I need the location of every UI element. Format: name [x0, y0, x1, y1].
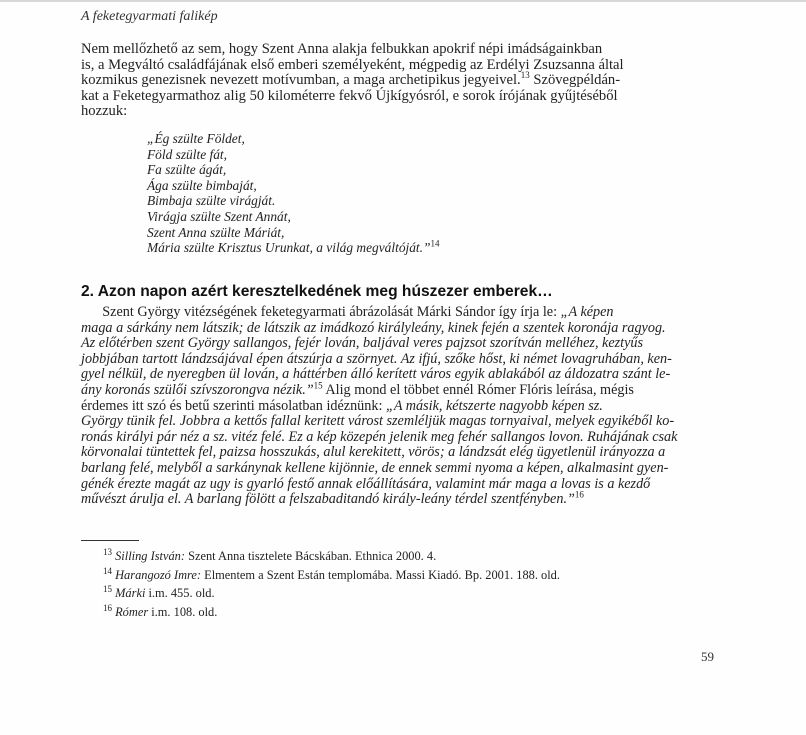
- folk-prayer-poem: [147, 131, 439, 256]
- quote-fragment: művészt árulja el. A barlang fölött a felszabaditandó király-leány térdel szentfényben.”: [81, 491, 575, 508]
- footnote-14: [103, 566, 560, 585]
- text-line-fragment: érdemes itt szó és betű szerinti másolatban idéznünk:: [81, 397, 386, 414]
- intro-paragraph: [81, 42, 726, 120]
- footnote-author: Márki: [115, 586, 146, 600]
- quote-fragment: ány koronás szülői szívszorongva nézik.”: [81, 381, 314, 398]
- text-line: [81, 380, 726, 399]
- footnote-ref-14[interactable]: 14: [430, 238, 440, 249]
- text-line-fragment: Szent György vitézségének feketegyarmati ábrázolását Márki Sándor így írja le:: [102, 304, 561, 320]
- page-top-edge: [0, 0, 806, 2]
- text-line-fragment: kozmikus genezisnek nevezett motívumban, a maga archetipikus jegyeivel.: [81, 72, 521, 89]
- footnote-number: 16: [103, 602, 112, 613]
- quote-line: körvonalai tüntettek fel, paizsa hosszukás, alul kerekitett, vörös; a lándzsát elég ügyetlenül irányozza a: [81, 444, 666, 461]
- poem-line: Szent Anna szülte Máriát,: [147, 224, 285, 240]
- footnote-ref-13[interactable]: 13: [520, 70, 530, 81]
- quote-line: jobbjában tartott lándzsájával épen átszúrja a szörnyet. Az ifjú, szőke hőst, ki német lovagruhában, ken-: [81, 350, 672, 367]
- text-line: [81, 305, 726, 321]
- poem-line-text: Mária szülte Krisztus Urunkat, a világ megváltóját.”: [147, 240, 431, 256]
- quote-line: maga a sárkány nem látszik; de látszik az imádkozó királyleány, kinek fején a szentek koronája ragyog.: [81, 319, 666, 336]
- footnote-text: Szent Anna tisztelete Bácskában. Ethnica 2000. 4.: [184, 549, 437, 563]
- poem-line: [147, 240, 439, 256]
- poem-line: „Ég szülte Földet,: [147, 131, 245, 146]
- text-line: [81, 70, 726, 89]
- footnotes: [103, 547, 560, 621]
- footnote-text: i.m. 455. old.: [145, 586, 215, 600]
- quote-fragment: „A másik, kétszerte nagyobb képen sz.: [385, 397, 603, 414]
- footnote-number: 15: [103, 583, 112, 594]
- quote-line: György tünik fel. Jobbra a kettős fallal keritett várost szemléljük magas tornyaival, melyek egyikéből ko-: [81, 413, 675, 430]
- quote-line: Az előtérben szent György sallangos, fejér lován, baljával veres pajzsot szorítván melléhez, keztyűs: [81, 335, 644, 352]
- footnote-author: Silling István:: [115, 549, 185, 563]
- poem-line: Fa szülte ágát,: [147, 162, 227, 178]
- poem-line: Virágja szülte Szent Annát,: [147, 208, 291, 224]
- page-number: 59: [701, 649, 714, 664]
- footnote-author: Harangozó Imre:: [115, 567, 202, 582]
- text-line: kat a Feketegyarmathoz alig 50 kilométerre fekvő Újkígyósról, e sorok írójának gyűjtéséből: [81, 87, 618, 104]
- quote-line: barlang felé, melyből a sarkánynak kellene kijönnie, de ennek semmi nyoma a képen, alkalmasint gyen-: [81, 459, 669, 476]
- footnote-separator: [81, 540, 139, 541]
- footnote-number: 14: [103, 565, 112, 576]
- poem-line: Ága szülte bimbaját,: [147, 177, 257, 193]
- running-header: A feketegyarmati falikép: [81, 9, 218, 24]
- quote-line: gyel nélkül, de nyeregben ül lován, a háttérben álló kerített város egyik ablakából az áldozatra szánt le-: [81, 366, 671, 383]
- footnote-author: Rómer: [115, 604, 149, 619]
- text-line-fragment: Szövegpéldán-: [529, 72, 621, 89]
- footnote-15: [103, 584, 560, 603]
- text-line: Nem mellőzhető az sem, hogy Szent Anna alakja felbukkan apokrif népi imádságainkban: [81, 41, 603, 57]
- footnote-ref-16[interactable]: 16: [574, 489, 584, 500]
- footnote-number: 13: [103, 546, 112, 557]
- quote-line: ronás királyi pár néz a sz. vitéz felé. Ez a kép közepén jelenik meg fehér sallangos lovon. Ruhájának csak: [81, 428, 678, 445]
- section-heading: 2. Azon napon azért keresztelkedének meg húszezer emberek…: [81, 283, 553, 300]
- footnote-text: Elmentem a Szent Están templomába. Massi Kiadó. Bp. 2001. 188. old.: [201, 567, 560, 582]
- text-line: [81, 399, 726, 415]
- body-paragraph: [81, 305, 726, 508]
- poem-line: Bimbaja szülte virágját.: [147, 193, 276, 209]
- text-line: hozzuk:: [81, 103, 128, 120]
- text-line: is, a Megváltó családfájának első emberi személyeként, mégpedig az Erdélyi Zsuzsanna által: [81, 56, 624, 73]
- footnote-ref-15[interactable]: 15: [313, 380, 323, 391]
- text-line-fragment: Alig mond el többet ennél Rómer Flóris leírása, mégis: [322, 381, 634, 398]
- quote-line: [81, 489, 726, 508]
- poem-line: Föld szülte fát,: [147, 146, 227, 162]
- footnote-16: [103, 603, 560, 622]
- footnote-text: i.m. 108. old.: [148, 604, 218, 619]
- footnote-13: [103, 547, 560, 566]
- quote-line: génék érezte magát az ugy is gyarló festő annak előállítására, valamint már maga a lovas is a kezdő: [81, 475, 651, 492]
- quote-fragment: „A képen: [560, 304, 614, 320]
